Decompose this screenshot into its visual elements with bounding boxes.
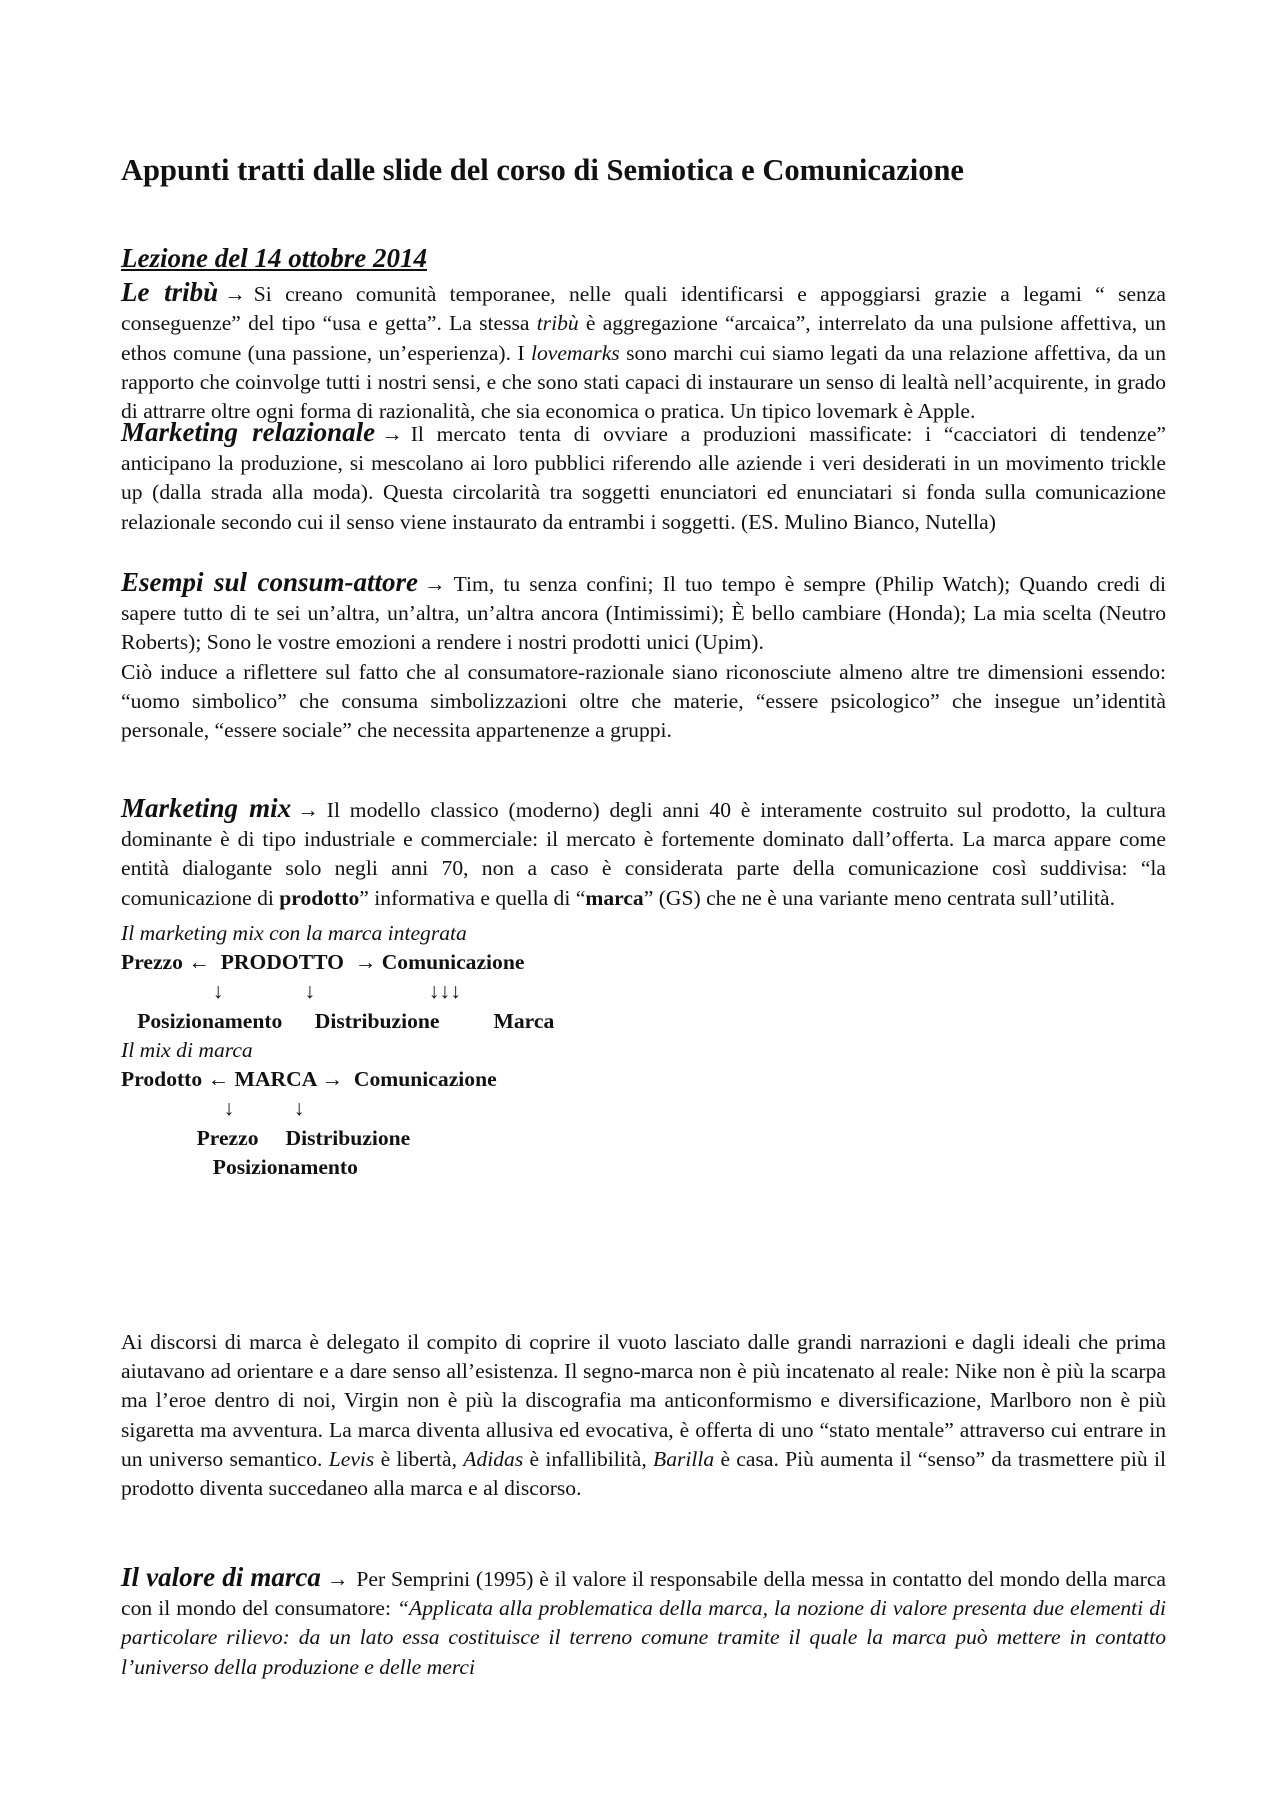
arrow-icon: → bbox=[381, 422, 403, 446]
italic-run: lovemarks bbox=[530, 340, 620, 365]
section-paragraph bbox=[121, 418, 1166, 537]
section-heading: Marketing relazionale bbox=[121, 417, 376, 447]
diagram-row: Posizionamento bbox=[121, 1154, 358, 1179]
text-run: è casa. Più aumenta il “senso” da trasmettere più il prodotto diventa succedaneo alla marca e al discorso. bbox=[121, 1446, 1166, 1501]
italic-run: Barilla bbox=[653, 1446, 715, 1471]
section-paragraph bbox=[121, 1328, 1166, 1503]
section-heading: Le tribù bbox=[121, 277, 219, 308]
brand-mix-diagram bbox=[121, 1036, 497, 1182]
text-run: è libertà, bbox=[374, 1446, 464, 1471]
text-run: ” informativa e quella di “ bbox=[359, 885, 586, 910]
section-brand-discourse bbox=[121, 1328, 1166, 1503]
section-heading: Il valore di marca bbox=[121, 1562, 321, 1592]
diagram-caption: Il mix di marca bbox=[121, 1038, 253, 1062]
diagram-row: Prezzo Distribuzione bbox=[121, 1125, 411, 1150]
text-run: sono marchi cui siamo legati da una relazione affettiva, da un rapporto che coinvolge tutti i nostri sensi, e che sono stati capaci di instaurare un senso di lealtà nell’acquirente, in grado di attrarre oltre ogni forma di razionalità, che sia economica o pratica. Un tipico lovemark è Apple. bbox=[121, 340, 1166, 424]
section-heading: Esempi sul consum-attore bbox=[121, 567, 418, 597]
diagram-row: Prezzo ← PRODOTTO → Comunicazione bbox=[121, 950, 525, 975]
text-run: Tim, tu senza confini; Il tuo tempo è sempre (Philip Watch); Quando credi di sapere tutto di te sei un’altra, un’altra, un’altra ancora (Intimissimi); È bello cambiare (Honda); La mia scelta (Neutro Roberts); Sono le vostre emozioni a rendere i nostri prodotti unici (Upim). bbox=[121, 572, 1166, 655]
bold-run: prodotto bbox=[279, 885, 360, 910]
document-title: Appunti tratti dalle slide del corso di Semiotica e Comunicazione bbox=[121, 153, 964, 187]
text-run: ” (GS) che ne è una variante meno centrata sull’utilità. bbox=[643, 885, 1115, 910]
section-marketing-relazionale bbox=[121, 418, 1166, 537]
section-consum-attore bbox=[121, 568, 1166, 745]
text-run: è infallibilità, bbox=[523, 1446, 653, 1471]
marketing-mix-diagram bbox=[121, 919, 554, 1036]
text-run: Per Semprini (1995) è il valore il responsabile della messa in contatto del mondo della marca con il mondo del consumatore: bbox=[121, 1567, 1166, 1621]
lesson-heading: Lezione del 14 ottobre 2014 bbox=[121, 243, 427, 273]
italic-run: Levis bbox=[328, 1446, 375, 1471]
diagram-caption: Il marketing mix con la marca integrata bbox=[121, 921, 467, 945]
bold-run: marca bbox=[585, 885, 644, 910]
spacer bbox=[121, 246, 128, 276]
text-run: Il modello classico (moderno) degli anni 40 è interamente costruito sul prodotto, la cultura dominante è di tipo industriale e commerciale: il mercato è fortemente dominato dall’offerta. La marca appare come entità dialogante solo negli anni 70, non a caso è considerata parte della comunicazione così suddivisa: “la comunicazione di bbox=[121, 798, 1166, 910]
text-run: Si creano comunità temporanee, nelle quali identificarsi e appoggiarsi grazie a legami “ senza conseguenze” del tipo “usa e getta”. La stessa bbox=[121, 282, 1166, 336]
italic-run: tribù bbox=[536, 311, 579, 336]
italic-quote: “Applicata alla problematica della marca, la nozione di valore presenta due elementi di particolare rilievo: da un lato essa costituisce il terreno comune tramite il quale la marca può mettere in contatto l’universo della produzione e delle merci bbox=[121, 1596, 1167, 1679]
section-heading: Marketing mix bbox=[121, 793, 292, 823]
arrow-icon: → bbox=[424, 572, 446, 596]
italic-run: Adidas bbox=[463, 1446, 524, 1471]
text-run: Il mercato tenta di ovviare a produzioni massificate: i “cacciatori di tendenze” anticipano la produzione, si mescolano ai loro pubblici riferendo alle aziende i veri desiderati in un movimento trickle up (dalla strada alla moda). Questa circolarità tra soggetti enunciatori ed enunciatari si fonda sulla comunicazione relazionale secondo cui il senso viene instaurato da entrambi i soggetti. (ES. Mulino Bianco, Nutella) bbox=[121, 422, 1166, 534]
diagram-row: Prodotto ← MARCA → Comunicazione bbox=[121, 1067, 497, 1092]
diagram-row: Posizionamento Distribuzione Marca bbox=[121, 1008, 555, 1033]
section-paragraph bbox=[121, 794, 1166, 913]
text-run: Ai discorsi di marca è delegato il compito di coprire il vuoto lasciato dalle grandi narrazioni e dagli ideali che prima aiutavano ad orientare e a dare senso all’esistenza. Il segno-marca non è più incatenato al reale: Nike non è più la scarpa ma l’eroe dentro di noi, Virgin non è più la discografia ma anticonformismo e diversificazione, Marlboro non è più sigaretta ma avventura. La marca diventa allusiva ed evocativa, è offerta di uno “stato mentale” attraverso cui entrare in un universo semantico. bbox=[121, 1330, 1166, 1471]
section-paragraph-2: Ciò induce a riflettere sul fatto che al consumatore-razionale siano riconosciute almeno altre tre dimensioni essendo: “uomo simbolico” che consuma simbolizzazioni oltre che materie, “essere psicologico” che insegue un’identità personale, “essere sociale” che necessita appartenenze a gruppi. bbox=[121, 659, 1166, 743]
section-paragraph bbox=[121, 568, 1166, 658]
section-le-tribu bbox=[121, 247, 1166, 426]
section-paragraph bbox=[121, 278, 1166, 426]
arrow-icon: → bbox=[326, 1567, 349, 1591]
diagram-arrows: ↓ ↓ ↓↓↓ bbox=[121, 979, 462, 1004]
arrow-icon: → bbox=[224, 282, 246, 307]
section-marketing-mix bbox=[121, 794, 1166, 913]
text-run: è aggregazione “arcaica”, interrelato da una pulsione affettiva, un ethos comune (una passione, un’esperienza). I bbox=[121, 311, 1167, 365]
diagram-arrows: ↓ ↓ bbox=[121, 1096, 305, 1121]
section-valore-di-marca bbox=[121, 1563, 1166, 1682]
section-paragraph bbox=[121, 1563, 1166, 1682]
arrow-icon: → bbox=[297, 798, 319, 822]
